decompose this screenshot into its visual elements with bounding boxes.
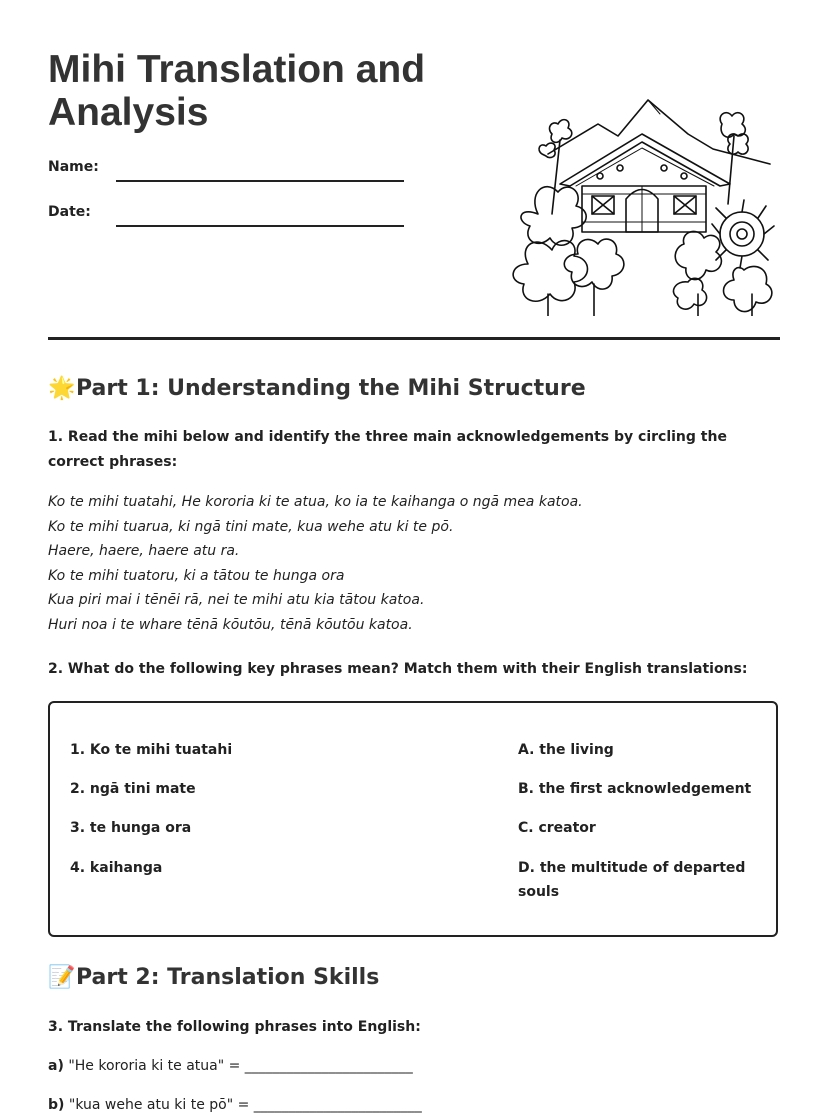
title-line-2: Analysis: [48, 91, 209, 134]
mihi-line[interactable]: Huri noa i te whare tēnā kōutōu, tēnā kōutōu katoa.: [48, 616, 413, 633]
title-line-1: Mihi Translation and: [48, 48, 426, 91]
date-label: Date:: [48, 204, 91, 220]
wharenui-with-flowers-illustration-icon: [508, 94, 780, 316]
matching-box: [48, 701, 778, 937]
header-divider: [48, 337, 780, 340]
item-label: a): [48, 1058, 64, 1074]
translation-item[interactable]: [48, 1097, 422, 1113]
part1-heading: [48, 376, 586, 401]
page-title: [48, 48, 468, 134]
name-field[interactable]: [116, 180, 404, 182]
match-left-item[interactable]: 1. Ko te mihi tuatahi: [70, 742, 233, 758]
mihi-line[interactable]: Ko te mihi tuatahi, He kororia ki te atua, ko ia te kaihanga o ngā mea katoa.: [48, 494, 583, 510]
mihi-line[interactable]: Ko te mihi tuatoru, ki a tātou te hunga ora: [48, 567, 345, 584]
mihi-line[interactable]: Haere, haere, haere atu ra.: [48, 543, 240, 560]
question-3: 3. Translate the following phrases into English:: [48, 1019, 421, 1035]
question-1: 1. Read the mihi below and identify the three main acknowledgements by circling the correct phrases:: [48, 429, 727, 470]
item-text: "kua wehe atu ki te pō" = ________________________: [68, 1097, 422, 1113]
item-text: "He kororia ki te atua" = ________________________: [68, 1058, 413, 1074]
item-label: b): [48, 1097, 65, 1113]
match-left-item[interactable]: 2. ngā tini mate: [70, 781, 196, 797]
memo-icon: 📝: [48, 965, 76, 990]
mihi-line[interactable]: Kua piri mai i tēnēi rā, nei te mihi atu kia tātou katoa.: [48, 592, 425, 609]
part1-heading-text: Part 1: Understanding the Mihi Structure: [76, 376, 586, 401]
part2-heading: [48, 965, 379, 990]
date-field[interactable]: [116, 225, 404, 227]
match-left-item[interactable]: 3. te hunga ora: [70, 820, 192, 836]
match-right-item[interactable]: B. the first acknowledgement: [518, 781, 752, 797]
star-icon: 🌟: [48, 376, 76, 401]
part2-heading-text: Part 2: Translation Skills: [76, 965, 380, 990]
question-2: 2. What do the following key phrases mean? Match them with their English translations:: [48, 661, 748, 677]
match-left-item[interactable]: 4. kaihanga: [70, 860, 163, 876]
mihi-line[interactable]: Ko te mihi tuarua, ki ngā tini mate, kua wehe atu ki te pō.: [48, 518, 454, 535]
match-right-item[interactable]: C. creator: [518, 820, 596, 836]
mihi-text: [48, 490, 768, 638]
name-label: Name:: [48, 159, 99, 175]
match-right-item[interactable]: D. the multitude of departed souls: [518, 860, 746, 900]
translation-item[interactable]: [48, 1058, 413, 1074]
match-right-item[interactable]: A. the living: [518, 742, 614, 758]
